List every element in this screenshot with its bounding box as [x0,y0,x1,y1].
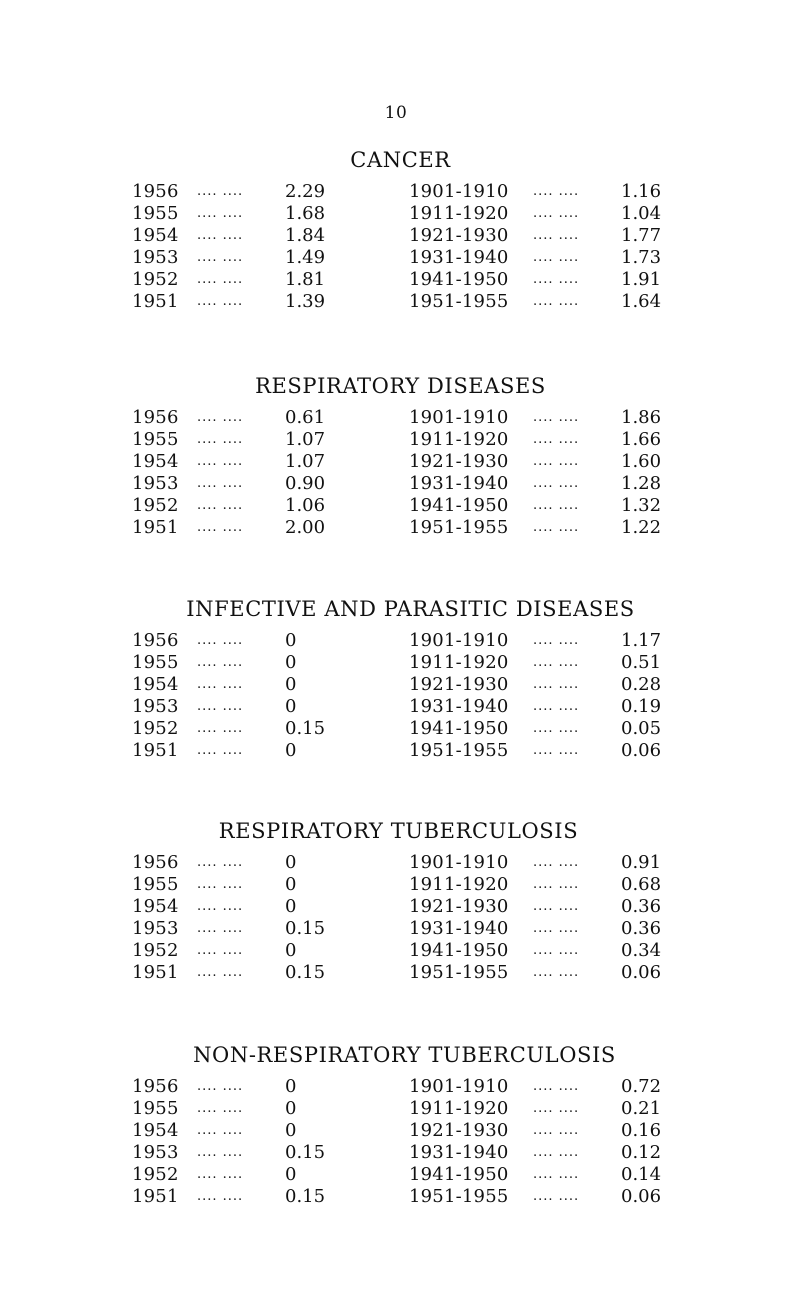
period-value: 0.34 [621,940,662,961]
leader-dots: .... .... [197,743,244,758]
year-value: 0.15 [285,1186,326,1207]
leader-dots: .... .... [533,633,580,648]
table-row [0,495,801,517]
leader-dots: .... .... [533,855,580,870]
table-row [0,225,801,247]
leader-dots: .... .... [197,899,244,914]
year-value: 0 [285,896,297,917]
leader-dots: .... .... [197,1101,244,1116]
period-value: 0.91 [621,852,662,873]
year-label: 1953 [132,247,179,268]
leader-dots: .... .... [533,1079,580,1094]
year-value: 1.84 [285,225,326,246]
leader-dots: .... .... [533,1123,580,1138]
period-value: 0.16 [621,1120,662,1141]
year-value: 0.15 [285,962,326,983]
year-value: 0 [285,740,297,761]
page-number: 10 [384,103,408,123]
year-label: 1955 [132,652,179,673]
period-label: 1901-1910 [409,407,509,428]
table-row [0,429,801,451]
table-row [0,696,801,718]
table-row [0,451,801,473]
leader-dots: .... .... [197,855,244,870]
leader-dots: .... .... [533,250,580,265]
table-row [0,852,801,874]
period-label: 1931-1940 [409,696,509,717]
year-label: 1956 [132,181,179,202]
period-value: 0.68 [621,874,662,895]
year-label: 1955 [132,203,179,224]
table-row [0,874,801,896]
period-label: 1921-1930 [409,1120,509,1141]
leader-dots: .... .... [533,454,580,469]
year-value: 1.07 [285,429,326,450]
year-label: 1954 [132,451,179,472]
table-row [0,1098,801,1120]
year-value: 0 [285,874,297,895]
leader-dots: .... .... [533,943,580,958]
period-label: 1911-1920 [409,429,509,450]
period-value: 0.12 [621,1142,662,1163]
year-value: 0 [285,674,297,695]
period-label: 1951-1955 [409,1186,509,1207]
year-label: 1954 [132,225,179,246]
year-value: 1.07 [285,451,326,472]
period-value: 1.17 [621,630,662,651]
period-value: 0.72 [621,1076,662,1097]
year-value: 0 [285,940,297,961]
year-label: 1951 [132,291,179,312]
leader-dots: .... .... [533,228,580,243]
section-title: RESPIRATORY TUBERCULOSIS [218,819,579,843]
leader-dots: .... .... [533,677,580,692]
year-label: 1955 [132,874,179,895]
leader-dots: .... .... [197,206,244,221]
leader-dots: .... .... [197,184,244,199]
leader-dots: .... .... [533,655,580,670]
year-label: 1956 [132,630,179,651]
table-row [0,181,801,203]
leader-dots: .... .... [197,655,244,670]
leader-dots: .... .... [197,432,244,447]
year-label: 1956 [132,1076,179,1097]
period-label: 1921-1930 [409,674,509,695]
year-label: 1952 [132,1164,179,1185]
leader-dots: .... .... [533,1189,580,1204]
period-value: 1.22 [621,517,662,538]
table-row [0,407,801,429]
year-label: 1952 [132,940,179,961]
period-value: 0.19 [621,696,662,717]
table-row [0,247,801,269]
year-value: 1.68 [285,203,326,224]
period-label: 1941-1950 [409,495,509,516]
period-label: 1941-1950 [409,269,509,290]
table-row [0,918,801,940]
period-value: 1.04 [621,203,662,224]
year-value: 0.15 [285,718,326,739]
year-label: 1956 [132,852,179,873]
year-label: 1952 [132,718,179,739]
leader-dots: .... .... [197,410,244,425]
period-label: 1901-1910 [409,852,509,873]
table-row [0,1164,801,1186]
year-value: 0 [285,1098,297,1119]
leader-dots: .... .... [197,250,244,265]
section-respiratory-tuberculosis [0,819,801,984]
year-label: 1955 [132,1098,179,1119]
table-row [0,203,801,225]
table-row [0,740,801,762]
period-label: 1951-1955 [409,291,509,312]
leader-dots: .... .... [533,743,580,758]
period-label: 1911-1920 [409,652,509,673]
year-label: 1954 [132,674,179,695]
period-value: 0.14 [621,1164,662,1185]
year-value: 0 [285,1120,297,1141]
table-row [0,674,801,696]
section-title: NON-RESPIRATORY TUBERCULOSIS [193,1043,616,1067]
data-rows [0,181,801,313]
period-value: 1.66 [621,429,662,450]
period-label: 1901-1910 [409,1076,509,1097]
leader-dots: .... .... [197,1167,244,1182]
period-value: 1.16 [621,181,662,202]
leader-dots: .... .... [197,1123,244,1138]
section-title: INFECTIVE AND PARASITIC DISEASES [186,597,635,621]
data-rows [0,407,801,539]
leader-dots: .... .... [197,476,244,491]
leader-dots: .... .... [533,498,580,513]
leader-dots: .... .... [197,721,244,736]
leader-dots: .... .... [533,184,580,199]
leader-dots: .... .... [533,965,580,980]
period-label: 1951-1955 [409,962,509,983]
period-label: 1951-1955 [409,740,509,761]
period-value: 1.86 [621,407,662,428]
year-label: 1956 [132,407,179,428]
data-rows [0,852,801,984]
year-value: 0.61 [285,407,326,428]
year-value: 0.15 [285,918,326,939]
leader-dots: .... .... [533,272,580,287]
leader-dots: .... .... [197,677,244,692]
period-label: 1931-1940 [409,918,509,939]
year-value: 0.90 [285,473,326,494]
period-label: 1931-1940 [409,473,509,494]
leader-dots: .... .... [197,921,244,936]
year-label: 1951 [132,962,179,983]
table-row [0,652,801,674]
leader-dots: .... .... [533,921,580,936]
period-label: 1901-1910 [409,181,509,202]
leader-dots: .... .... [197,633,244,648]
period-label: 1921-1930 [409,225,509,246]
leader-dots: .... .... [197,228,244,243]
table-row [0,269,801,291]
leader-dots: .... .... [533,410,580,425]
period-label: 1921-1930 [409,451,509,472]
period-value: 1.73 [621,247,662,268]
period-value: 0.06 [621,740,662,761]
table-row [0,291,801,313]
year-value: 1.49 [285,247,326,268]
year-label: 1954 [132,1120,179,1141]
table-row [0,1186,801,1208]
section-respiratory-diseases [0,374,801,539]
leader-dots: .... .... [197,943,244,958]
table-row [0,896,801,918]
year-value: 0.15 [285,1142,326,1163]
period-value: 0.06 [621,962,662,983]
year-value: 1.39 [285,291,326,312]
period-value: 1.77 [621,225,662,246]
leader-dots: .... .... [197,699,244,714]
period-value: 0.28 [621,674,662,695]
period-label: 1941-1950 [409,718,509,739]
data-rows [0,630,801,762]
leader-dots: .... .... [197,294,244,309]
leader-dots: .... .... [533,520,580,535]
year-label: 1954 [132,896,179,917]
period-label: 1941-1950 [409,940,509,961]
year-label: 1953 [132,918,179,939]
period-value: 0.06 [621,1186,662,1207]
period-label: 1931-1940 [409,247,509,268]
year-value: 2.00 [285,517,326,538]
data-rows [0,1076,801,1208]
period-value: 0.05 [621,718,662,739]
period-value: 1.60 [621,451,662,472]
leader-dots: .... .... [197,498,244,513]
table-row [0,517,801,539]
year-value: 2.29 [285,181,326,202]
table-row [0,630,801,652]
period-label: 1941-1950 [409,1164,509,1185]
leader-dots: .... .... [533,899,580,914]
period-value: 0.51 [621,652,662,673]
year-label: 1951 [132,1186,179,1207]
period-label: 1911-1920 [409,1098,509,1119]
period-value: 1.91 [621,269,662,290]
period-value: 0.21 [621,1098,662,1119]
period-value: 0.36 [621,918,662,939]
year-value: 0 [285,1076,297,1097]
year-label: 1953 [132,473,179,494]
leader-dots: .... .... [533,877,580,892]
year-value: 0 [285,696,297,717]
table-row [0,1076,801,1098]
table-row [0,962,801,984]
leader-dots: .... .... [533,432,580,447]
leader-dots: .... .... [197,1079,244,1094]
period-value: 1.64 [621,291,662,312]
period-value: 0.36 [621,896,662,917]
year-value: 1.81 [285,269,326,290]
year-label: 1953 [132,696,179,717]
year-label: 1952 [132,495,179,516]
leader-dots: .... .... [197,1189,244,1204]
leader-dots: .... .... [197,454,244,469]
year-label: 1951 [132,740,179,761]
period-label: 1911-1920 [409,874,509,895]
table-row [0,1142,801,1164]
leader-dots: .... .... [533,699,580,714]
period-label: 1901-1910 [409,630,509,651]
table-row [0,1120,801,1142]
table-row [0,473,801,495]
section-infective-parasitic [0,597,801,762]
period-label: 1931-1940 [409,1142,509,1163]
period-label: 1921-1930 [409,896,509,917]
period-label: 1911-1920 [409,203,509,224]
leader-dots: .... .... [533,1167,580,1182]
period-value: 1.32 [621,495,662,516]
leader-dots: .... .... [197,272,244,287]
section-title: CANCER [350,148,451,172]
table-row [0,718,801,740]
year-value: 1.06 [285,495,326,516]
leader-dots: .... .... [533,294,580,309]
year-value: 0 [285,630,297,651]
leader-dots: .... .... [197,877,244,892]
section-non-respiratory-tuberculosis [0,1043,801,1208]
year-value: 0 [285,652,297,673]
year-value: 0 [285,852,297,873]
leader-dots: .... .... [533,206,580,221]
year-label: 1951 [132,517,179,538]
leader-dots: .... .... [533,721,580,736]
leader-dots: .... .... [533,1101,580,1116]
leader-dots: .... .... [533,476,580,491]
table-row [0,940,801,962]
period-value: 1.28 [621,473,662,494]
leader-dots: .... .... [197,1145,244,1160]
leader-dots: .... .... [197,520,244,535]
section-cancer [0,148,801,313]
period-label: 1951-1955 [409,517,509,538]
leader-dots: .... .... [533,1145,580,1160]
year-label: 1953 [132,1142,179,1163]
year-value: 0 [285,1164,297,1185]
year-label: 1955 [132,429,179,450]
year-label: 1952 [132,269,179,290]
leader-dots: .... .... [197,965,244,980]
section-title: RESPIRATORY DISEASES [255,374,546,398]
